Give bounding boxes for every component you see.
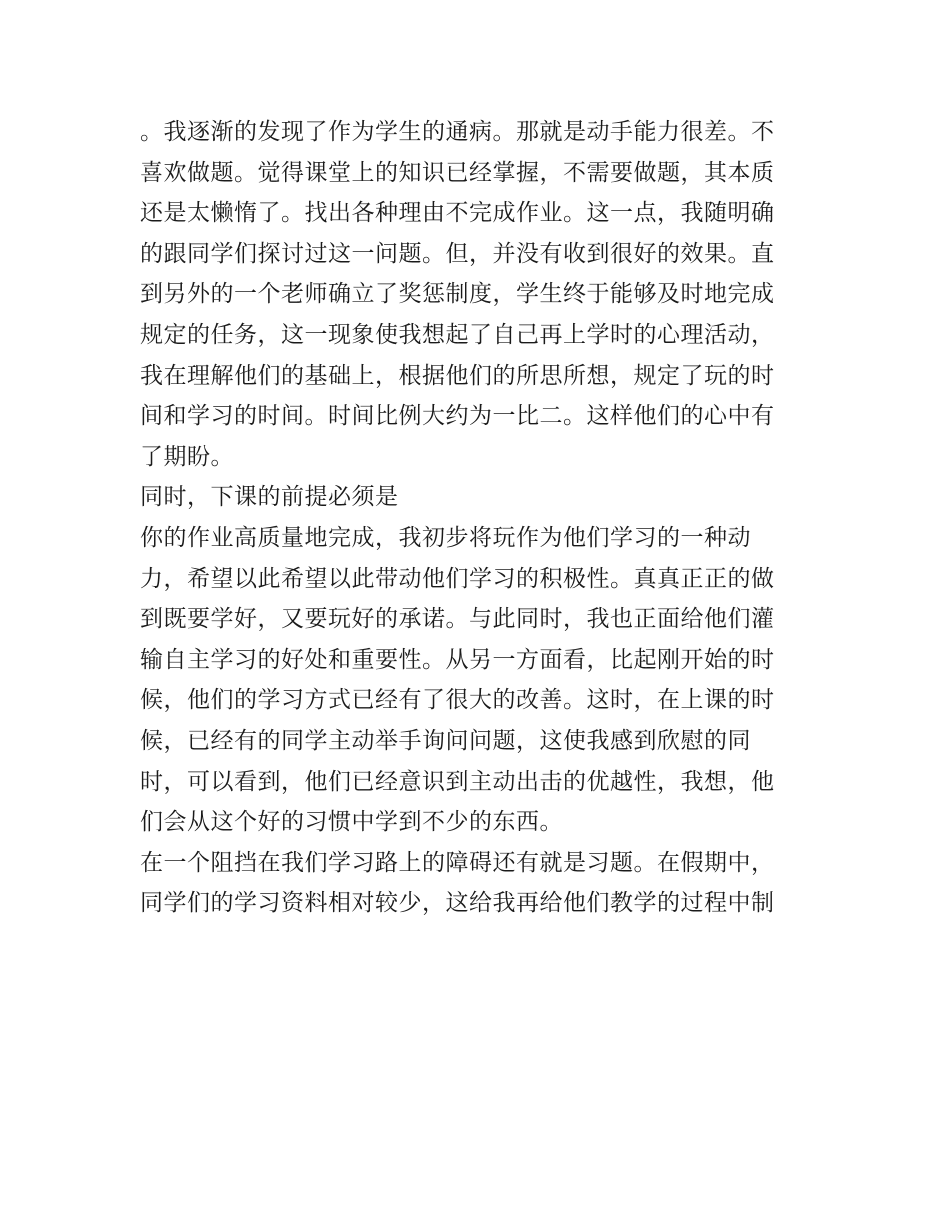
text-line: 间和学习的时间。时间比例大约为一比二。这样他们的心中有 (140, 403, 775, 430)
text-line: 我在理解他们的基础上，根据他们的所思所想，规定了玩的时 (140, 362, 775, 389)
text-line: 到既要学好，又要玩好的承诺。与此同时，我也正面给他们灌 (140, 606, 775, 633)
text-line: 候，已经有的同学主动举手询问问题，这使我感到欣慰的同 (140, 727, 751, 754)
text-line: 了期盼。 (140, 443, 234, 470)
text-line: 规定的任务，这一现象使我想起了自己再上学时的心理活动， (140, 321, 775, 348)
text-line: 到另外的一个老师确立了奖惩制度，学生终于能够及时地完成 (140, 281, 775, 308)
text-line: 在一个阻挡在我们学习路上的障碍还有就是习题。在假期中， (140, 849, 775, 876)
text-line: 候，他们的学习方式已经有了很大的改善。这时，在上课的时 (140, 687, 775, 714)
document-body (140, 112, 820, 924)
text-line: 同学们的学习资料相对较少，这给我再给他们教学的过程中制 (140, 890, 775, 917)
text-line: 喜欢做题。觉得课堂上的知识已经掌握，不需要做题，其本质 (140, 159, 775, 186)
text-line: 的跟同学们探讨过这一问题。但，并没有收到很好的效果。直 (140, 240, 775, 267)
text-line: 。我逐渐的发现了作为学生的通病。那就是动手能力很差。不 (140, 119, 775, 145)
text-line: 输自主学习的好处和重要性。从另一方面看，比起刚开始的时 (140, 646, 775, 673)
text-line: 力，希望以此希望以此带动他们学习的积极性。真真正正的做 (140, 565, 775, 592)
text-line: 同时，下课的前提必须是 (140, 484, 399, 511)
text-line: 时，可以看到，他们已经意识到主动出击的优越性，我想，他 (140, 768, 775, 795)
text-line: 还是太懒惰了。找出各种理由不完成作业。这一点，我随明确 (140, 200, 775, 227)
text-line: 你的作业高质量地完成，我初步将玩作为他们学习的一种动 (140, 524, 751, 551)
text-line: 们会从这个好的习惯中学到不少的东西。 (140, 809, 563, 836)
